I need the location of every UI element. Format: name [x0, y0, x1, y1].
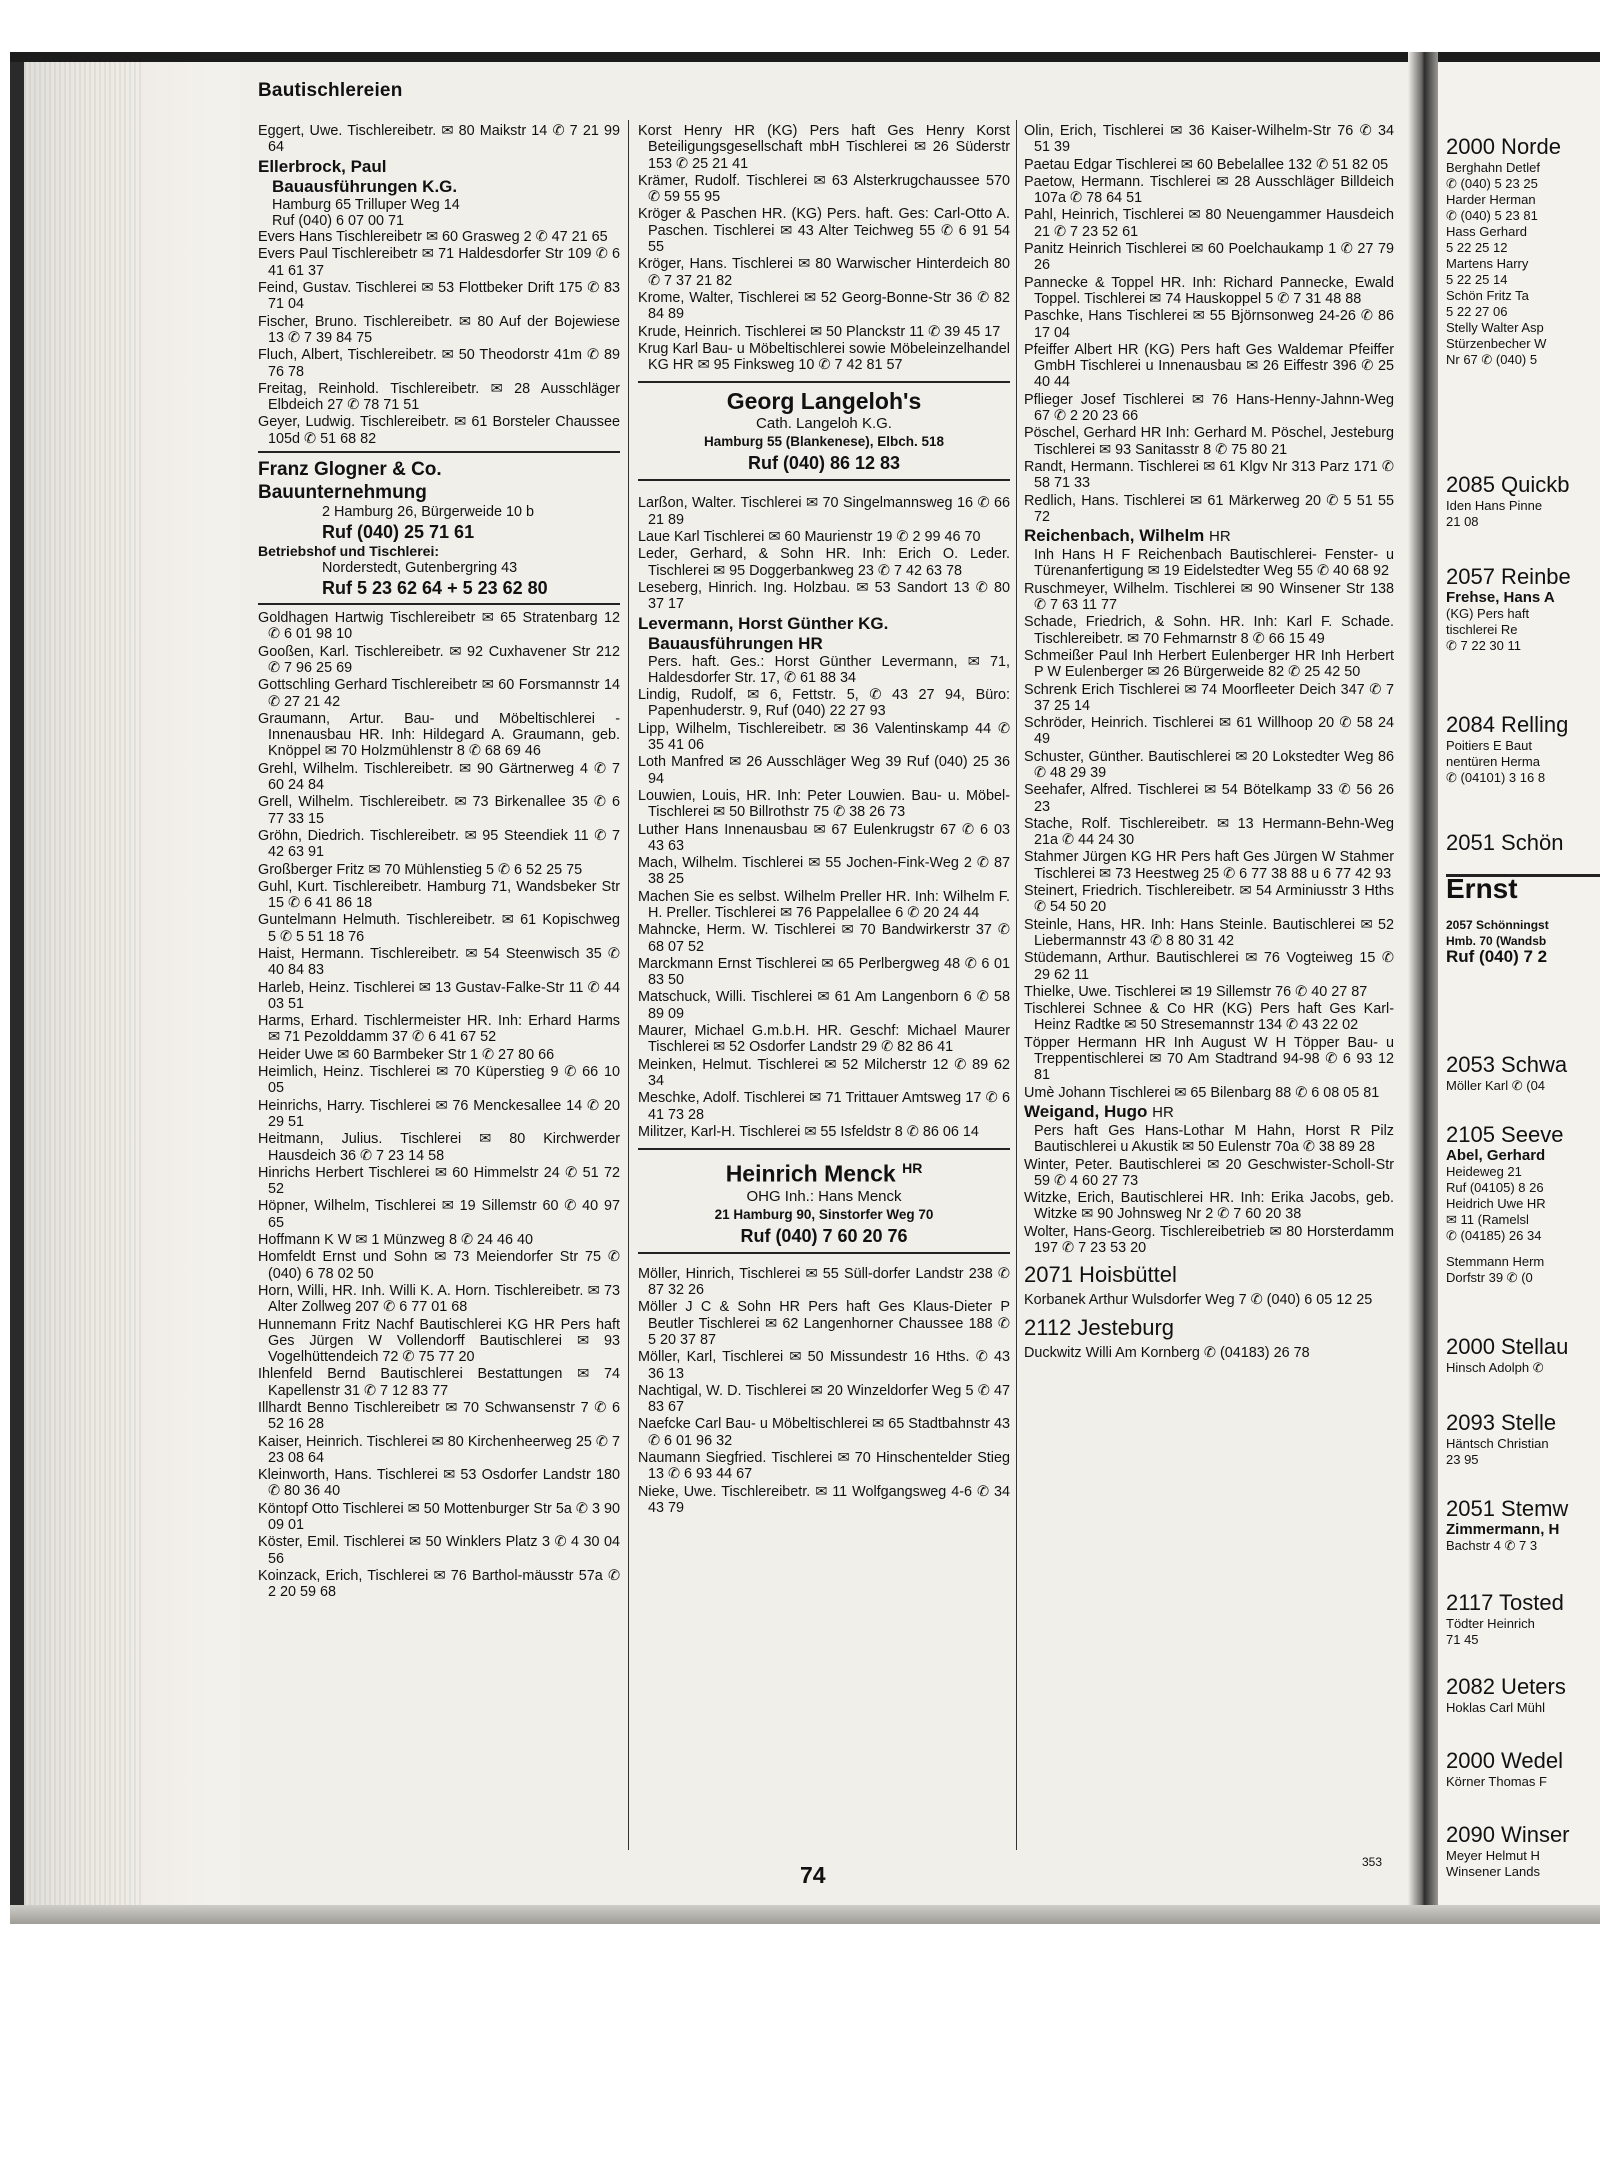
list-item: Olin, Erich, Tischlerei ✉ 36 Kaiser-Wilhelm-Str 76 ✆ 34 51 39	[1024, 123, 1394, 156]
rp-block	[1446, 1122, 1563, 1286]
divider	[638, 381, 1010, 383]
rp-advert-line: 2057 Schönningst	[1446, 918, 1549, 932]
column-divider	[1016, 120, 1017, 1850]
town-heading: 2071 Hoisbüttel	[1024, 1262, 1177, 1288]
divider	[258, 603, 620, 605]
list-item: Möller J C & Sohn HR Pers haft Ges Klaus-Dieter P Beutler Tischlerei ✉ 62 Langenhorner Chaussee 188 ✆ 5 20 37 87	[638, 1299, 1010, 1348]
list-item: Lindig, Rudolf, ✉ 6, Fettstr. 5, ✆ 43 27 94, Büro: Papenhuderstr. 9, Ruf (040) 22 27 93	[638, 687, 1010, 720]
list-item: Leder, Gerhard, & Sohn HR. Inh: Erich O. Leder. Tischlerei ✉ 95 Doggerbankweg 23 ✆ 7 42 63 78	[638, 546, 1010, 579]
list-item: Krude, Heinrich. Tischlerei ✉ 50 Planckstr 11 ✆ 39 45 17	[638, 323, 1001, 340]
list-item: Möller, Hinrich, Tischlerei ✉ 55 Süll-dorfer Landstr 238 ✆ 87 32 26	[638, 1265, 1010, 1299]
list-item: Schröder, Heinrich. Tischlerei ✉ 61 Willhoop 20 ✆ 58 24 49	[1024, 715, 1394, 748]
list-item: Korbanek Arthur Wulsdorfer Weg 7 ✆ (040) 6 05 12 25	[1024, 1292, 1373, 1309]
list-item: Witzke, Erich, Bautischlerei HR. Inh: Erika Jacobs, geb. Witzke ✉ 90 Johnsweg Nr 2 ✆ 7 60 20 38	[1024, 1190, 1394, 1223]
rp-block	[1446, 830, 1563, 856]
rp-entry: Berghahn Detlef	[1446, 160, 1540, 175]
entry-name-row	[1024, 526, 1394, 547]
list-item: Großberger Fritz ✉ 70 Mühlenstieg 5 ✆ 6 52 25 75	[258, 861, 583, 878]
list-item: Koinzack, Erich, Tischlerei ✉ 76 Barthol-mäusstr 57a ✆ 2 20 59 68	[258, 1567, 620, 1601]
rp-block	[1446, 1052, 1567, 1094]
book-edge	[10, 52, 24, 1924]
advert-glogner	[258, 458, 620, 599]
divider	[638, 1252, 1010, 1254]
divider	[638, 1148, 1010, 1150]
list-item: Harms, Erhard. Tischlermeister HR. Inh: Erhard Harms ✉ 71 Pezolddamm 37 ✆ 6 41 67 52	[258, 1013, 620, 1046]
list-item: Pfeiffer Albert HR (KG) Pers haft Ges Waldemar Pfeiffer GmbH Tischlerei u Innenausbau ✉ 26 Eiffestr 396 ✆ 25 40 44	[1024, 341, 1394, 391]
list-item: Lipp, Wilhelm, Tischlereibetr. ✉ 36 Valentinskamp 44 ✆ 35 41 06	[638, 720, 1010, 754]
list-item: Maurer, Michael G.m.b.H. HR. Geschf: Michael Maurer Tischlerei ✉ 52 Osdorfer Landstr 29 ✆ 82 86 41	[638, 1023, 1010, 1056]
rp-advert-name: Ernst	[1446, 873, 1518, 904]
rp-entry: ✆ 7 22 30 11	[1446, 638, 1521, 653]
rp-advert-line: Hmb. 70 (Wandsb	[1446, 934, 1547, 948]
rp-entry: Nr 67 ✆ (040) 5	[1446, 352, 1538, 367]
rp-town-heading: 2117 Tosted	[1446, 1590, 1564, 1615]
rp-entry: Bachstr 4 ✆ 7 3	[1446, 1538, 1538, 1553]
entry-details: Inh Hans H F Reichenbach Bautischlerei- Fenster- u Türenanfertigung ✉ 19 Eidelstedter Weg 55 ✆ 40 68 92	[1034, 547, 1394, 580]
list-item: Umè Johann Tischlerei ✉ 65 Bilenbarg 88 ✆ 6 08 05 81	[1024, 1084, 1380, 1101]
rp-block	[1446, 712, 1568, 786]
list-item: Machen Sie es selbst. Wilhelm Preller HR. Inh: Wilhelm F. H. Preller. Tischlerei ✉ 76 Pappelallee 6 ✆ 20 24 44	[638, 888, 1010, 921]
rp-entry: Heideweg 21	[1446, 1164, 1522, 1179]
list-item: Köster, Emil. Tischlerei ✉ 50 Winklers Platz 3 ✆ 4 30 04 56	[258, 1534, 620, 1567]
list-item: Hoffmann K W ✉ 1 Münzweg 8 ✆ 24 46 40	[258, 1232, 534, 1249]
list-item: Stache, Rolf. Tischlereibetr. ✉ 13 Hermann-Behn-Weg 21a ✆ 44 24 30	[1024, 815, 1394, 849]
list-item: Thielke, Uwe. Tischlerei ✉ 19 Sillemstr 76 ✆ 40 27 87	[1024, 983, 1368, 1000]
list-item: Homfeldt Ernst und Sohn ✉ 73 Meiendorfer Str 75 ✆ (040) 6 78 02 50	[258, 1249, 620, 1282]
list-item: Pahl, Heinrich, Tischlerei ✉ 80 Neuengammer Hausdeich 21 ✆ 7 23 52 61	[1024, 207, 1394, 240]
rp-advert-phone: Ruf (040) 7 2	[1446, 947, 1548, 966]
column-1	[258, 123, 620, 1602]
rp-entry: 5 22 25 14	[1446, 272, 1508, 287]
rp-entry: Frehse, Hans A	[1446, 589, 1555, 606]
rp-block	[1446, 1496, 1568, 1554]
entry-hr-mark: HR	[1209, 528, 1231, 546]
list-item: Militzer, Karl-H. Tischlerei ✉ 55 Isfeldstr 8 ✆ 86 06 14	[638, 1123, 979, 1140]
rp-entry: 5 22 27 06	[1446, 304, 1508, 319]
rp-town-heading: 2051 Schön	[1446, 830, 1564, 855]
next-page-fragment	[1438, 62, 1600, 1905]
rp-entry: Winsener Lands	[1446, 1864, 1540, 1879]
rp-entry: ✉ 11 (Ramelsl	[1446, 1212, 1529, 1227]
entry-name: Weigand, Hugo	[1024, 1101, 1148, 1121]
list-item: Wolter, Hans-Georg. Tischlereibetrieb ✉ 80 Horsterdamm 197 ✆ 7 23 53 20	[1024, 1223, 1394, 1256]
list-item: Luther Hans Innenausbau ✉ 67 Eulenkrugstr 67 ✆ 6 03 43 63	[638, 821, 1010, 854]
rp-block	[1446, 472, 1570, 530]
list-item: Pannecke & Toppel HR. Inh: Richard Pannecke, Ewald Toppel. Tischlerei ✉ 74 Hauskoppel 5 ✆ 7 31 48 88	[1024, 274, 1394, 307]
advert-branch-label: Betriebshof und Tischlerei:	[258, 543, 439, 560]
rp-entry: Häntsch Christian	[1446, 1436, 1549, 1451]
list-item: Schrenk Erich Tischlerei ✉ 74 Moorfleeter Deich 347 ✆ 7 37 25 14	[1024, 681, 1394, 714]
entry-phone: Ruf (040) 6 07 00 71	[272, 212, 405, 229]
list-item: Krug Karl Bau- u Möbeltischlerei sowie Möbeleinzelhandel KG HR ✉ 95 Finksweg 10 ✆ 7 42 81 57	[638, 340, 1010, 374]
list-item: Illhardt Benno Tischlereibetr ✉ 70 Schwansenstr 7 ✆ 6 52 16 28	[258, 1400, 620, 1433]
rp-block	[1446, 134, 1561, 368]
rp-town-heading: 2105 Seeve	[1446, 1122, 1564, 1147]
rp-town-heading: 2000 Wedel	[1446, 1748, 1564, 1773]
advert-address: Hamburg 55 (Blankenese), Elbch. 518	[703, 434, 945, 450]
list-item: Matschuck, Willi. Tischlerei ✉ 61 Am Langenborn 6 ✆ 58 89 09	[638, 989, 1010, 1022]
rp-advert	[1446, 874, 1600, 965]
list-item: Harleb, Heinz. Tischlerei ✉ 13 Gustav-Falke-Str 11 ✆ 44 03 51	[258, 979, 620, 1012]
rp-entry: Martens Harry	[1446, 256, 1529, 271]
list-item: Gröhn, Diedrich. Tischlereibetr. ✉ 95 Steendiek 11 ✆ 7 42 63 91	[258, 827, 620, 861]
scan-bottom-edge	[10, 1905, 1600, 1924]
list-item: Loth Manfred ✉ 26 Ausschläger Weg 39 Ruf (040) 25 36 94	[638, 754, 1010, 787]
advert-subtitle: OHG Inh.: Hans Menck	[746, 1187, 902, 1205]
list-item: Ruschmeyer, Wilhelm. Tischlerei ✉ 90 Winsener Str 138 ✆ 7 63 11 77	[1024, 580, 1394, 614]
rp-entry: Stürzenbecher W	[1446, 336, 1547, 351]
column-divider	[628, 120, 629, 1850]
rp-town-heading: 2051 Stemw	[1446, 1496, 1569, 1521]
list-item: Evers Paul Tischlereibetr ✉ 71 Haldesdorfer Str 109 ✆ 6 41 61 37	[258, 246, 620, 279]
list-item: Krome, Walter, Tischlerei ✉ 52 Georg-Bonne-Str 36 ✆ 82 84 89	[638, 289, 1010, 323]
list-item: Fluch, Albert, Tischlereibetr. ✉ 50 Theodorstr 41m ✆ 89 76 78	[258, 347, 620, 380]
list-item: Hinrichs Herbert Tischlerei ✉ 60 Himmelstr 24 ✆ 51 72 52	[258, 1164, 620, 1198]
entry-name-row	[1024, 1102, 1394, 1123]
list-item: Hunnemann Fritz Nachf Bautischlerei KG HR Pers haft Ges Jürgen W Vollendorff Bautischlerei ✉ 93 Vogelhüttendeich 72 ✆ 75 77 20	[258, 1316, 620, 1366]
list-item: Freitag, Reinhold. Tischlereibetr. ✉ 28 Ausschläger Elbdeich 27 ✆ 78 71 51	[258, 380, 620, 414]
list-item: Stahmer Jürgen KG HR Pers haft Ges Jürgen W Stahmer Tischlerei ✉ 73 Heestweg 25 ✆ 6 77 38 88 u 6 77 42 93	[1024, 849, 1394, 882]
list-item: Stüdemann, Arthur. Bautischlerei ✉ 76 Vogteiweg 15 ✆ 29 62 11	[1024, 950, 1394, 983]
section-header: Bautischlereien	[258, 80, 403, 101]
rp-entry: Meyer Helmut H	[1446, 1848, 1540, 1863]
list-item: Nachtigal, W. D. Tischlerei ✉ 20 Winzeldorfer Weg 5 ✆ 47 83 67	[638, 1382, 1010, 1416]
margin-number: 353	[1362, 1855, 1383, 1869]
rp-block	[1446, 1674, 1566, 1716]
list-item: Heinrichs, Harry. Tischlerei ✉ 76 Menckesallee 14 ✆ 20 29 51	[258, 1097, 620, 1130]
list-item: Kaiser, Heinrich. Tischlerei ✉ 80 Kirchenheerweg 25 ✆ 7 23 08 64	[258, 1433, 620, 1466]
list-item: Korst Henry HR (KG) Pers haft Ges Henry Korst Beteiligungsgesellschaft mbH Tischlerei ✉ 26 Süderstr 153 ✆ 25 21 41	[638, 123, 1010, 172]
rp-entry: ✆ (04185) 26 34	[1446, 1228, 1542, 1243]
advert-name: Franz Glogner & Co.	[258, 459, 442, 481]
rp-entry: Dorfstr 39 ✆ (0	[1446, 1270, 1533, 1285]
entry-name: Levermann, Horst Günther KG.	[638, 613, 889, 633]
entry-address: Hamburg 65 Trilluper Weg 14	[272, 196, 460, 213]
rp-entry: 23 95	[1446, 1452, 1479, 1467]
rp-town-heading: 2093 Stelle	[1446, 1410, 1557, 1435]
list-item: Evers Hans Tischlereibetr ✉ 60 Grasweg 2 ✆ 47 21 65	[258, 229, 608, 246]
list-item: Seehafer, Alfred. Tischlerei ✉ 54 Bötelkamp 33 ✆ 56 26 23	[1024, 782, 1394, 815]
list-item: Haist, Hermann. Tischlereibetr. ✉ 54 Steenwisch 35 ✆ 40 84 83	[258, 945, 620, 979]
entry-details: Pers. haft. Ges.: Horst Günther Levermann, ✉ 71, Haldesdorfer Str. 17, ✆ 61 88 34	[648, 653, 1010, 686]
rp-entry: Zimmermann, H	[1446, 1521, 1560, 1538]
list-item: Guntelmann Helmuth. Tischlereibetr. ✉ 61 Kopischweg 5 ✆ 5 51 18 76	[258, 912, 620, 945]
rp-block	[1446, 1590, 1564, 1648]
rp-entry: Tödter Heinrich	[1446, 1616, 1535, 1631]
advert-name-row	[638, 1155, 1010, 1188]
list-item: Gottschling Gerhard Tischlereibetr ✉ 60 Forsmannstr 14 ✆ 27 21 42	[258, 677, 620, 710]
rp-entry: 71 45	[1446, 1632, 1479, 1647]
entry-subtitle: Bauausführungen K.G.	[272, 176, 458, 196]
list-item: Steinle, Hans, HR. Inh: Hans Steinle. Bautischlerei ✉ 52 Liebermannstr 43 ✆ 8 80 31 42	[1024, 916, 1394, 949]
list-item: Tischlerei Schnee & Co HR (KG) Pers haft Ges Karl-Heinz Radtke ✉ 50 Stresemannstr 134 ✆ 43 22 02	[1024, 1001, 1394, 1034]
list-item: Randt, Hermann. Tischlerei ✉ 61 Klgv Nr 313 Parz 171 ✆ 58 71 33	[1024, 458, 1394, 492]
list-item: Meinken, Helmut. Tischlerei ✉ 52 Milcherstr 12 ✆ 89 62 34	[638, 1056, 1010, 1089]
rp-entry: 21 08	[1446, 514, 1479, 529]
divider	[638, 479, 1010, 481]
list-item: Geyer, Ludwig. Tischlereibetr. ✉ 61 Borsteler Chaussee 105d ✆ 51 68 82	[258, 414, 620, 447]
list-item: Heimlich, Heinz. Tischlerei ✉ 70 Küperstieg 9 ✆ 66 10 05	[258, 1064, 620, 1097]
list-item: Heitmann, Julius. Tischlerei ✉ 80 Kirchwerder Hausdeich 36 ✆ 7 23 14 58	[258, 1131, 620, 1164]
list-item: Pflieger Josef Tischlerei ✉ 76 Hans-Henny-Jahnn-Weg 67 ✆ 2 20 23 66	[1024, 391, 1394, 425]
list-item: Panitz Heinrich Tischlerei ✉ 60 Poelchaukamp 1 ✆ 27 79 26	[1024, 241, 1394, 274]
list-item: Fischer, Bruno. Tischlereibetr. ✉ 80 Auf der Bojewiese 13 ✆ 7 39 84 75	[258, 313, 620, 346]
list-item: Guhl, Kurt. Tischlereibetr. Hamburg 71, Wandsbeker Str 15 ✆ 6 41 86 18	[258, 878, 620, 912]
advert-subtitle: Cath. Langeloh K.G.	[756, 415, 892, 433]
entry-name: Ellerbrock, Paul	[258, 156, 387, 176]
advert-phone: Ruf (040) 25 71 61	[322, 522, 475, 543]
list-item: Feind, Gustav. Tischlerei ✉ 53 Flottbeker Drift 175 ✆ 83 71 04	[258, 280, 620, 313]
rp-town-heading: 2000 Stellau	[1446, 1334, 1569, 1359]
list-item: Paetow, Hermann. Tischlerei ✉ 28 Ausschläger Billdeich 107a ✆ 78 64 51	[1024, 173, 1394, 207]
rp-entry: Harder Herman	[1446, 192, 1536, 207]
rp-entry: Iden Hans Pinne	[1446, 498, 1543, 513]
list-item: Töpper Hermann HR Inh August W H Töpper Bau- u Treppentischlerei ✉ 70 Am Stadtrand 94-98 ✆ 6 93 12 81	[1024, 1034, 1394, 1084]
divider	[258, 451, 620, 453]
advert-menck	[638, 1155, 1010, 1248]
list-item: Winter, Peter. Bautischlerei ✉ 20 Geschwister-Scholl-Str 59 ✆ 4 60 27 73	[1024, 1156, 1394, 1189]
list-item: Naumann Siegfried. Tischlerei ✉ 70 Hinschentelder Stieg 13 ✆ 6 93 44 67	[638, 1450, 1010, 1483]
list-item: Köntopf Otto Tischlerei ✉ 50 Mottenburger Str 5a ✆ 3 90 09 01	[258, 1500, 620, 1534]
list-item: Eggert, Uwe. Tischlereibetr. ✉ 80 Maikstr 14 ✆ 7 21 99 64	[258, 123, 620, 156]
entry-name: Reichenbach, Wilhelm	[1024, 526, 1205, 546]
advert-address: 21 Hamburg 90, Sinstorfer Weg 70	[714, 1206, 934, 1222]
rp-entry: Hoklas Carl Mühl	[1446, 1700, 1545, 1715]
list-item: Leseberg, Hinrich. Ing. Holzbau. ✉ 53 Sandort 13 ✆ 80 37 17	[638, 579, 1010, 613]
list-item: Nieke, Uwe. Tischlereibetr. ✉ 11 Wolfgangsweg 4-6 ✆ 34 43 79	[638, 1483, 1010, 1516]
list-item: Möller, Karl, Tischlerei ✉ 50 Missundestr 16 Hths. ✆ 43 36 13	[638, 1349, 1010, 1382]
list-item: Ihlenfeld Bernd Bautischlerei Bestattungen ✉ 74 Kapellenstr 31 ✆ 7 12 83 77	[258, 1366, 620, 1399]
entry-weigand	[1024, 1102, 1394, 1156]
advert-hr-mark: HR	[902, 1160, 923, 1177]
rp-block	[1446, 1822, 1570, 1880]
rp-entry: Poitiers E Baut	[1446, 738, 1532, 753]
list-item: Horn, Willi, HR. Inh. Willi K. A. Horn. Tischlereibetr. ✉ 73 Alter Zollweg 207 ✆ 6 77 01 68	[258, 1282, 620, 1316]
list-item: Duckwitz Willi Am Kornberg ✆ (04183) 26 78	[1024, 1344, 1310, 1361]
rp-entry: nentüren Herma	[1446, 754, 1540, 769]
list-item: Pöschel, Gerhard HR Inh: Gerhard M. Pöschel, Jesteburg Tischlerei ✉ 93 Sanitasstr 8 ✆ 75 80 21	[1024, 425, 1394, 458]
list-item: Louwien, Louis, HR. Inh: Peter Louwien. Bau- u. Möbel-Tischlerei ✉ 50 Billrothstr 75 ✆ 38 26 73	[638, 787, 1010, 821]
advert-subtitle: Bauunternehmung	[258, 482, 427, 504]
list-item: Kröger & Paschen HR. (KG) Pers. haft. Ges: Carl-Otto A. Paschen. Tischlerei ✉ 43 Alter Teichweg 55 ✆ 6 91 54 55	[638, 206, 1010, 256]
page-number: 74	[800, 1862, 826, 1888]
rp-block	[1446, 1410, 1556, 1468]
rp-entry: Möller Karl ✆ (04	[1446, 1078, 1546, 1093]
scan-top-edge	[10, 52, 1600, 62]
entry-subtitle: Bauausführungen HR	[648, 633, 823, 653]
rp-block	[1446, 1334, 1568, 1376]
rp-entry: ✆ (040) 5 23 81	[1446, 208, 1538, 223]
advert-branch-phone: Ruf 5 23 62 64 + 5 23 62 80	[322, 578, 548, 599]
advert-name: Heinrich Menck	[725, 1160, 896, 1187]
list-item: Steinert, Friedrich. Tischlereibetr. ✉ 54 Arminiusstr 3 Hths ✆ 54 50 20	[1024, 883, 1394, 916]
rp-entry: Stemmann Herm	[1446, 1254, 1545, 1269]
list-item: Schade, Friedrich, & Sohn. HR. Inh: Karl F. Schade. Tischlereibetr. ✉ 70 Fehmarnstr 8 ✆ 66 15 49	[1024, 614, 1394, 647]
town-heading: 2112 Jesteburg	[1024, 1314, 1175, 1340]
entry-reichenbach	[1024, 526, 1394, 580]
advert-address: 2 Hamburg 26, Bürgerweide 10 b	[322, 504, 534, 521]
rp-town-heading: 2000 Norde	[1446, 134, 1561, 159]
rp-town-heading: 2090 Winser	[1446, 1822, 1570, 1847]
list-item: Grell, Wilhelm. Tischlereibetr. ✉ 73 Birkenallee 35 ✆ 6 77 33 15	[258, 794, 620, 827]
list-item: Paetau Edgar Tischlerei ✉ 60 Bebelallee 132 ✆ 51 82 05	[1024, 156, 1389, 173]
page-stack-lines	[24, 52, 144, 1924]
rp-town-heading: 2057 Reinbe	[1446, 564, 1571, 589]
entry-details: Pers haft Ges Hans-Lothar M Hahn, Horst R Pilz Bautischlerei u Akustik ✉ 50 Eulenstr 70a ✆ 38 89 28	[1034, 1122, 1394, 1156]
rp-entry: Abel, Gerhard	[1446, 1147, 1546, 1164]
rp-entry: ✆ (04101) 3 16 8	[1446, 770, 1546, 785]
list-item: Gooßen, Karl. Tischlereibetr. ✉ 92 Cuxhavener Str 212 ✆ 7 96 25 69	[258, 643, 620, 676]
advert-phone: Ruf (040) 7 60 20 76	[740, 1225, 908, 1246]
advert-name: Georg Langeloh's	[726, 388, 922, 415]
list-item: Laue Karl Tischlerei ✉ 60 Maurienstr 19 ✆ 2 99 46 70	[638, 529, 981, 546]
column-3	[1024, 123, 1394, 1362]
rp-entry: Hinsch Adolph ✆	[1446, 1360, 1544, 1375]
rp-entry: Hass Gerhard	[1446, 224, 1527, 239]
rp-entry: tischlerei Re	[1446, 622, 1518, 637]
list-item: Höpner, Wilhelm, Tischlerei ✉ 19 Sillemstr 60 ✆ 40 97 65	[258, 1198, 620, 1231]
column-2	[638, 123, 1010, 1517]
list-item: Paschke, Hans Tischlerei ✉ 55 Björnsonweg 24-26 ✆ 86 17 04	[1024, 308, 1394, 341]
list-item: Naefcke Carl Bau- u Möbeltischlerei ✉ 65 Stadtbahnstr 43 ✆ 6 01 96 32	[638, 1416, 1010, 1449]
rp-town-heading: 2082 Ueters	[1446, 1674, 1566, 1699]
list-item: Redlich, Hans. Tischlerei ✉ 61 Märkerweg 20 ✆ 5 51 55 72	[1024, 492, 1394, 525]
list-item: Meschke, Adolf. Tischlerei ✉ 71 Trittauer Amtsweg 17 ✆ 6 41 73 28	[638, 1090, 1010, 1123]
list-item: Mahncke, Herm. W. Tischlerei ✉ 70 Bandwirkerstr 37 ✆ 68 07 52	[638, 922, 1010, 955]
rp-entry: Schön Fritz Ta	[1446, 288, 1529, 303]
rp-entry: Ruf (04105) 8 26	[1446, 1180, 1544, 1195]
rp-block	[1446, 564, 1571, 654]
rp-town-heading: 2053 Schwa	[1446, 1052, 1568, 1077]
rp-entry: 5 22 25 12	[1446, 240, 1508, 255]
rp-entry: Stelly Walter Asp	[1446, 320, 1544, 335]
list-item: Krämer, Rudolf. Tischlerei ✉ 63 Alsterkrugchaussee 570 ✆ 59 55 95	[638, 172, 1010, 206]
list-item: Kröger, Hans. Tischlerei ✉ 80 Warwischer Hinterdeich 80 ✆ 7 37 21 82	[638, 256, 1010, 289]
list-item: Schmeißer Paul Inh Herbert Eulenberger HR Inh Herbert P W Eulenberger ✉ 26 Bürgerweide 82 ✆ 25 42 50	[1024, 647, 1394, 681]
list-item: Larßon, Walter. Tischlerei ✉ 70 Singelmannsweg 16 ✆ 66 21 89	[638, 495, 1010, 528]
rp-block	[1446, 1748, 1563, 1790]
list-item: Mach, Wilhelm. Tischlerei ✉ 55 Jochen-Fink-Weg 2 ✆ 87 38 25	[638, 855, 1010, 888]
rp-town-heading: 2084 Relling	[1446, 712, 1569, 737]
entry-hr-mark: HR	[1152, 1103, 1174, 1121]
entry-levermann	[638, 614, 1010, 687]
book-gutter	[1408, 52, 1438, 1924]
advert-phone: Ruf (040) 86 12 83	[747, 453, 901, 474]
list-item: Marckmann Ernst Tischlerei ✉ 65 Perlbergweg 48 ✆ 6 01 83 50	[638, 955, 1010, 989]
list-item: Schuster, Günther. Bautischlerei ✉ 20 Lokstedter Weg 86 ✆ 48 29 39	[1024, 748, 1394, 781]
rp-entry: (KG) Pers haft	[1446, 606, 1530, 621]
list-item: Goldhagen Hartwig Tischlereibetr ✉ 65 Stratenbarg 12 ✆ 6 01 98 10	[258, 610, 620, 643]
advert-branch-address: Norderstedt, Gutenbergring 43	[322, 560, 518, 577]
list-item: Heider Uwe ✉ 60 Barmbeker Str 1 ✆ 27 80 66	[258, 1046, 555, 1063]
rp-entry: ✆ (040) 5 23 25	[1446, 176, 1538, 191]
rp-entry: Körner Thomas F	[1446, 1774, 1547, 1789]
rp-entry: Heidrich Uwe HR	[1446, 1196, 1546, 1211]
list-item: Kleinworth, Hans. Tischlerei ✉ 53 Osdorfer Landstr 180 ✆ 80 36 40	[258, 1467, 620, 1500]
list-item: Graumann, Artur. Bau- und Möbeltischlerei - Innenausbau HR. Inh: Hildegard A. Graumann, geb. Knöppel ✉ 70 Holzmühlenstr 8 ✆ 68 69 46	[258, 710, 620, 760]
advert-langeloh	[638, 388, 1010, 475]
list-item: Grehl, Wilhelm. Tischlereibetr. ✉ 90 Gärtnerweg 4 ✆ 7 60 24 84	[258, 760, 620, 794]
entry-ellerbrock	[258, 157, 620, 230]
rp-town-heading: 2085 Quickb	[1446, 472, 1570, 497]
